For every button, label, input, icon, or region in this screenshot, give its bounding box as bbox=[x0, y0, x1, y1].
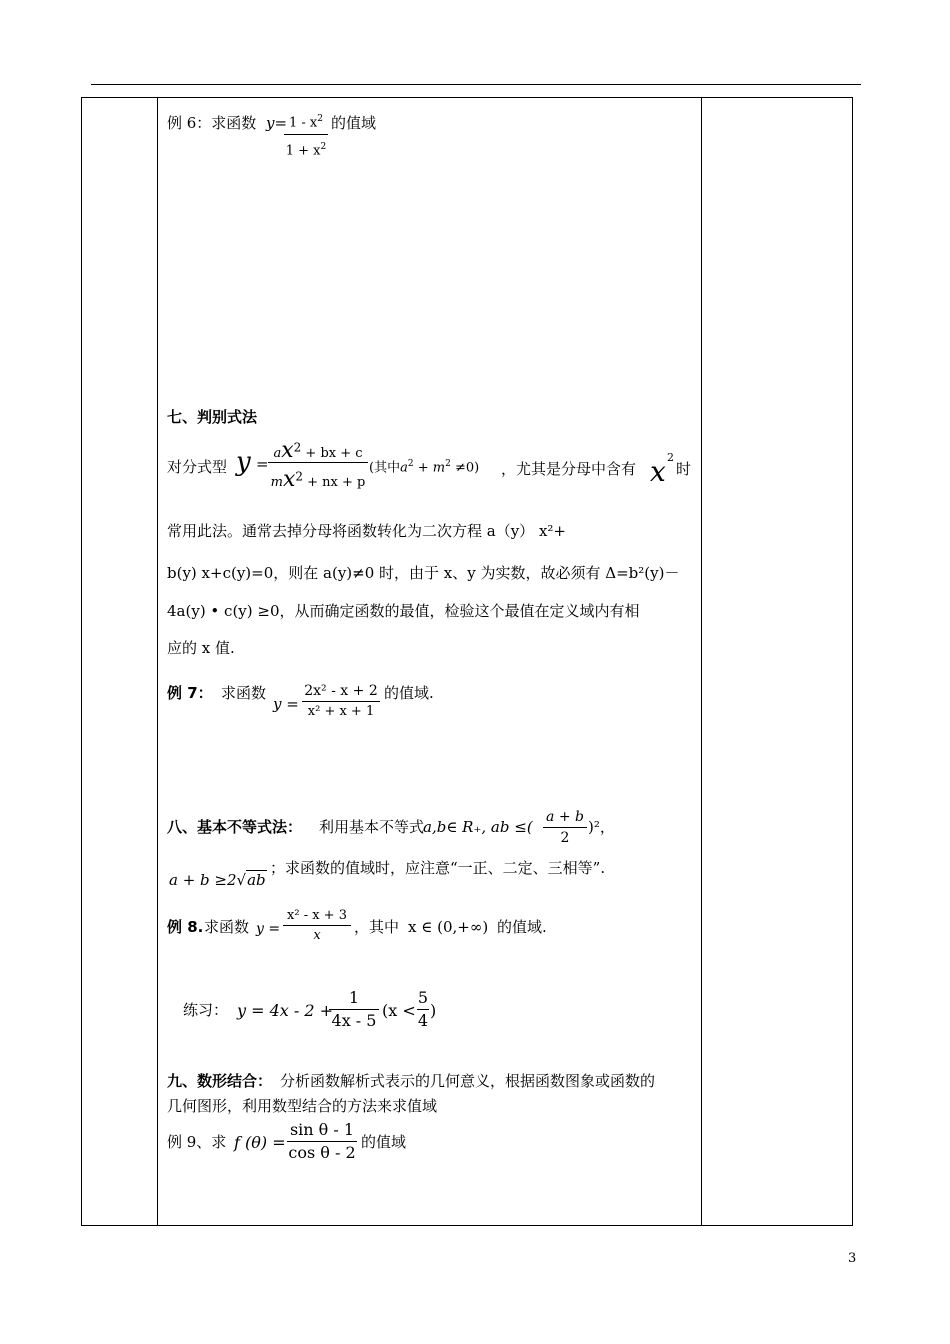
section-7-line-5: 应的 x 值. bbox=[167, 639, 235, 657]
example-7-suffix: 的值域. bbox=[384, 684, 434, 702]
example-9-function: f (θ) = bbox=[234, 1133, 286, 1152]
section-7-equals: = bbox=[256, 455, 269, 473]
section-7-den-m: m bbox=[270, 475, 283, 490]
example-9-fraction bbox=[287, 1122, 357, 1161]
practice-label: 练习： bbox=[183, 1001, 229, 1019]
example-8-mid: ，其中 bbox=[354, 918, 400, 936]
example-8-fraction bbox=[283, 909, 351, 942]
section-8-line-2: ；求函数的值域时，应注意“一正、二定、三相等”. bbox=[270, 859, 606, 877]
practice-fraction-num: 1 bbox=[348, 988, 360, 1007]
section-7-cond-c: 2 bbox=[407, 459, 414, 469]
table-divider-left bbox=[157, 98, 158, 1225]
section-8-fraction-den: 2 bbox=[560, 830, 570, 846]
section-8-close: )²， bbox=[588, 818, 615, 836]
section-7-num-a: a bbox=[273, 446, 282, 461]
example-7-numerator: 2x² - x + 2 bbox=[304, 683, 378, 699]
example-8-condition: x ∈ (0,+∞) bbox=[408, 918, 489, 936]
section-7-num-sup: 2 bbox=[293, 440, 302, 455]
section-8-sqrt-ab: ab bbox=[247, 871, 266, 889]
example-8-denominator: x bbox=[313, 928, 321, 943]
example-8-numerator: x² - x + 3 bbox=[287, 908, 347, 923]
section-7-heading: 七、判别式法 bbox=[167, 408, 258, 426]
page-number: 3 bbox=[848, 1251, 857, 1266]
example-9-numerator: sin θ - 1 bbox=[289, 1120, 355, 1139]
practice-condition-num: 5 bbox=[417, 988, 429, 1007]
practice-fraction-den: 4x - 5 bbox=[331, 1011, 377, 1030]
practice-close: ) bbox=[430, 1001, 437, 1020]
practice-condition-den: 4 bbox=[417, 1011, 429, 1030]
example-8-label: 例 8. bbox=[167, 918, 204, 936]
practice-expression: y = 4x - 2 + bbox=[237, 1001, 334, 1020]
example-8-suffix: 的值域. bbox=[497, 918, 547, 936]
section-9-text: 分析函数解析式表示的几何意义，根据函数图象或函数的 bbox=[280, 1072, 656, 1090]
example-7-label: 例 7： bbox=[167, 684, 213, 702]
section-8-formula: a,b∈ R₊, ab ≤( bbox=[423, 818, 533, 836]
example-6-suffix: 的值域 bbox=[331, 114, 377, 132]
table-divider-right bbox=[701, 98, 702, 1225]
section-8-fraction-num: a + b bbox=[546, 809, 584, 825]
section-7-intro: 对分式型 bbox=[167, 458, 228, 476]
section-7-den-x: x bbox=[282, 467, 296, 492]
section-7-cond-e: 2 bbox=[445, 459, 451, 469]
example-6-denominator: 1 + x bbox=[285, 143, 321, 159]
section-7-cond-b: a bbox=[400, 460, 408, 476]
example-6-num-sup: 2 bbox=[317, 114, 323, 124]
practice-condition-fraction bbox=[417, 990, 429, 1029]
section-7-line-3: b(y) x+c(y)=0，则在 a(y)≠0 时，由于 x、y 为实数，故必须有 Δ=b²(y)－ bbox=[167, 564, 680, 582]
section-8-fraction bbox=[543, 810, 587, 845]
section-9-line-2: 几何图形，利用数型结合的方法来求值域 bbox=[167, 1097, 438, 1115]
section-7-fraction bbox=[268, 440, 368, 491]
section-7-line-4: 4a(y) • c(y) ≥0，从而确定函数的最值，检验这个最值在定义域内有相 bbox=[167, 602, 640, 620]
section-8-inequality: a + b ≥2√ab bbox=[169, 871, 266, 889]
example-6-den-sup: 2 bbox=[320, 142, 327, 153]
example-7-text: 求函数 bbox=[221, 684, 267, 702]
section-7-cond-a: (其中 bbox=[369, 460, 401, 476]
section-7-num-rest: + bx + c bbox=[305, 446, 363, 461]
section-7-num-x: x bbox=[281, 438, 294, 463]
example-8-text: 求函数 bbox=[204, 918, 250, 936]
example-9-suffix: 的值域 bbox=[361, 1133, 407, 1151]
section-8-heading: 八、基本不等式法： bbox=[167, 818, 303, 836]
header-rule bbox=[91, 84, 861, 85]
section-8-inequality-lhs: a + b ≥2 bbox=[169, 871, 237, 889]
section-7-tail-x: x bbox=[650, 455, 666, 488]
section-7-y: y bbox=[236, 447, 251, 477]
example-7-y: y = bbox=[273, 695, 299, 713]
example-6-numerator: 1 - x bbox=[289, 115, 318, 131]
example-8-y: y = bbox=[256, 921, 281, 937]
example-6-y: y= bbox=[266, 114, 288, 132]
section-7-condition bbox=[369, 460, 479, 474]
lesson-table bbox=[81, 97, 853, 1226]
practice-condition: (x < bbox=[382, 1001, 416, 1020]
section-7-tail-sup: 2 bbox=[667, 451, 674, 464]
section-7-tail: ，尤其是分母中含有 bbox=[501, 460, 637, 478]
section-7-tail-when: 时 bbox=[676, 460, 692, 478]
section-7-cond-f: ≠0) bbox=[454, 460, 480, 476]
example-7-fraction bbox=[302, 684, 380, 718]
example-6-label: 例 6：求函数 bbox=[167, 114, 257, 132]
section-7-line-2: 常用此法。通常去掉分母将函数转化为二次方程 a（y） x²+ bbox=[167, 522, 566, 540]
section-9-heading: 九、数形结合： bbox=[167, 1072, 273, 1090]
section-8-text: 利用基本不等式 bbox=[319, 818, 425, 836]
section-7-den-rest: + nx + p bbox=[307, 475, 366, 490]
example-9-label: 例 9、求 bbox=[167, 1133, 227, 1151]
example-7-denominator: x² + x + 1 bbox=[307, 704, 375, 719]
example-6-fraction bbox=[284, 115, 328, 158]
example-9-denominator: cos θ - 2 bbox=[288, 1143, 356, 1162]
practice-fraction bbox=[329, 990, 379, 1029]
section-7-cond-d: + m bbox=[417, 460, 446, 476]
section-7-den-sup: 2 bbox=[295, 469, 304, 484]
